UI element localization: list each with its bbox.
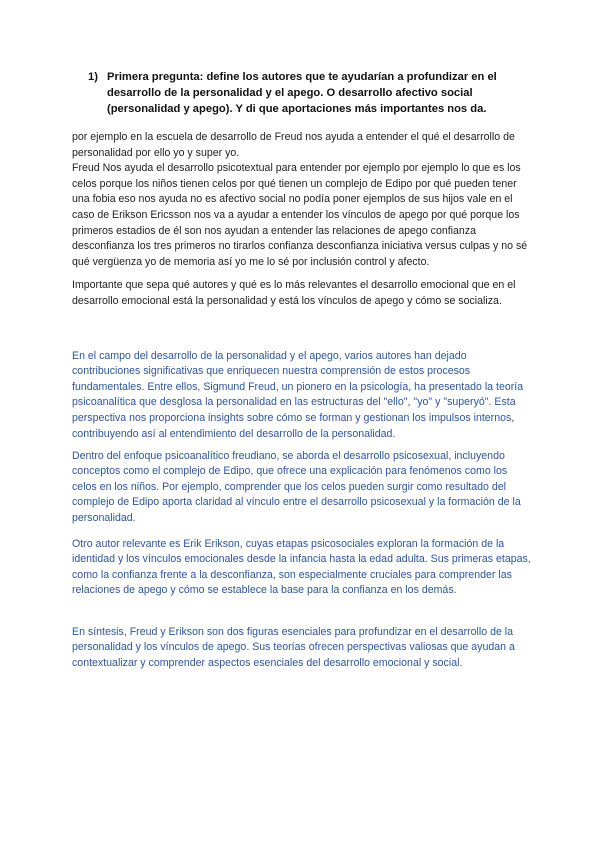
answer-paragraph-4: En síntesis, Freud y Erikson son dos figuras esenciales para profundizar en el desarrollo de la personalidad y los vínculos de apego. Sus teorías ofrecen perspectivas valiosas que ayudan a contextualizar y comprender aspectos esenciales del desarrollo emocional y social. bbox=[72, 625, 515, 669]
answer-paragraph-1: En el campo del desarrollo de la personalidad y el apego, varios autores han dejado contribuciones significativas que enriquecen nuestra comprensión de estos procesos fundamentales. Entre ellos, Sigmund Freud, un pionero en la psicología, ha presentado la teoría psicoanalítica que desglosa la personalidad en las estructuras del "ello", "yo" y "superyó". Esta perspectiva nos proporciona insights sobre cómo se forman y gestionan los impulsos internos, contribuyendo así al entendimiento del desarrollo de la personalidad. bbox=[72, 349, 524, 440]
student-notes-important bbox=[72, 278, 532, 309]
question-text: Primera pregunta: define los autores que te ayudarían a profundizar en el desarrollo de la personalidad y el apego. O desarrollo afectivo social (personalidad y apego). Y di que aportaciones más importantes nos da. bbox=[107, 71, 497, 115]
notes-paragraph-1: por ejemplo en la escuela de desarrollo de Freud nos ayuda a entender el qué el desarrollo de personalidad por ello yo y super yo. bbox=[72, 131, 515, 159]
question-number: 1) bbox=[88, 71, 98, 83]
notes-paragraph-2: Freud Nos ayuda el desarrollo psicotextual para entender por ejemplo por ejemplo lo que es los celos porque los niños tienen celos por qué tienen un complejo de Edipo por qué pueden tener una fobia eso nos ayuda no es afectivo social no podía poner ejemplos de sus hijos vale en el caso de Erikson Ericsson nos va a ayudar a entender los vínculos de apego por qué porque los primeros estadios de él son nos ayudan a entender las relaciones de apego confianza desconfianza los tres primeros no tirarlos confianza desconfianza iniciativa versus culpas y no sé qué vergüenza yo de memoria así yo me lo sé por inclusión control y afecto. bbox=[72, 162, 528, 268]
question-heading bbox=[88, 69, 528, 117]
student-notes bbox=[72, 130, 532, 270]
notes-paragraph-3: Importante que sepa qué autores y qué es lo más relevantes el desarrollo emocional que en el desarrollo emocional está la personalidad y está los vínculos de apego y cómo se socializa. bbox=[72, 279, 516, 307]
answer-paragraph-3: Otro autor relevante es Erik Erikson, cuyas etapas psicosociales exploran la formación de la identidad y los vínculos emocionales desde la infancia hasta la edad adulta. Sus primeras etapas, como la confianza frente a la desconfianza, son especialmente cruciales para comprender las relaciones de apego y cómo se establece la base para la confianza en los demás. bbox=[72, 537, 531, 597]
answer-paragraph-2: Dentro del enfoque psicoanalítico freudiano, se aborda el desarrollo psicosexual, incluyendo conceptos como el complejo de Edipo, que ofrece una explicación para fenómenos como los celos en los niños. Por ejemplo, comprender que los celos pueden surgir como resultado del complejo de Edipo aporta claridad al vínculo entre el desarrollo psicosexual y la formación de la personalidad. bbox=[72, 449, 521, 524]
